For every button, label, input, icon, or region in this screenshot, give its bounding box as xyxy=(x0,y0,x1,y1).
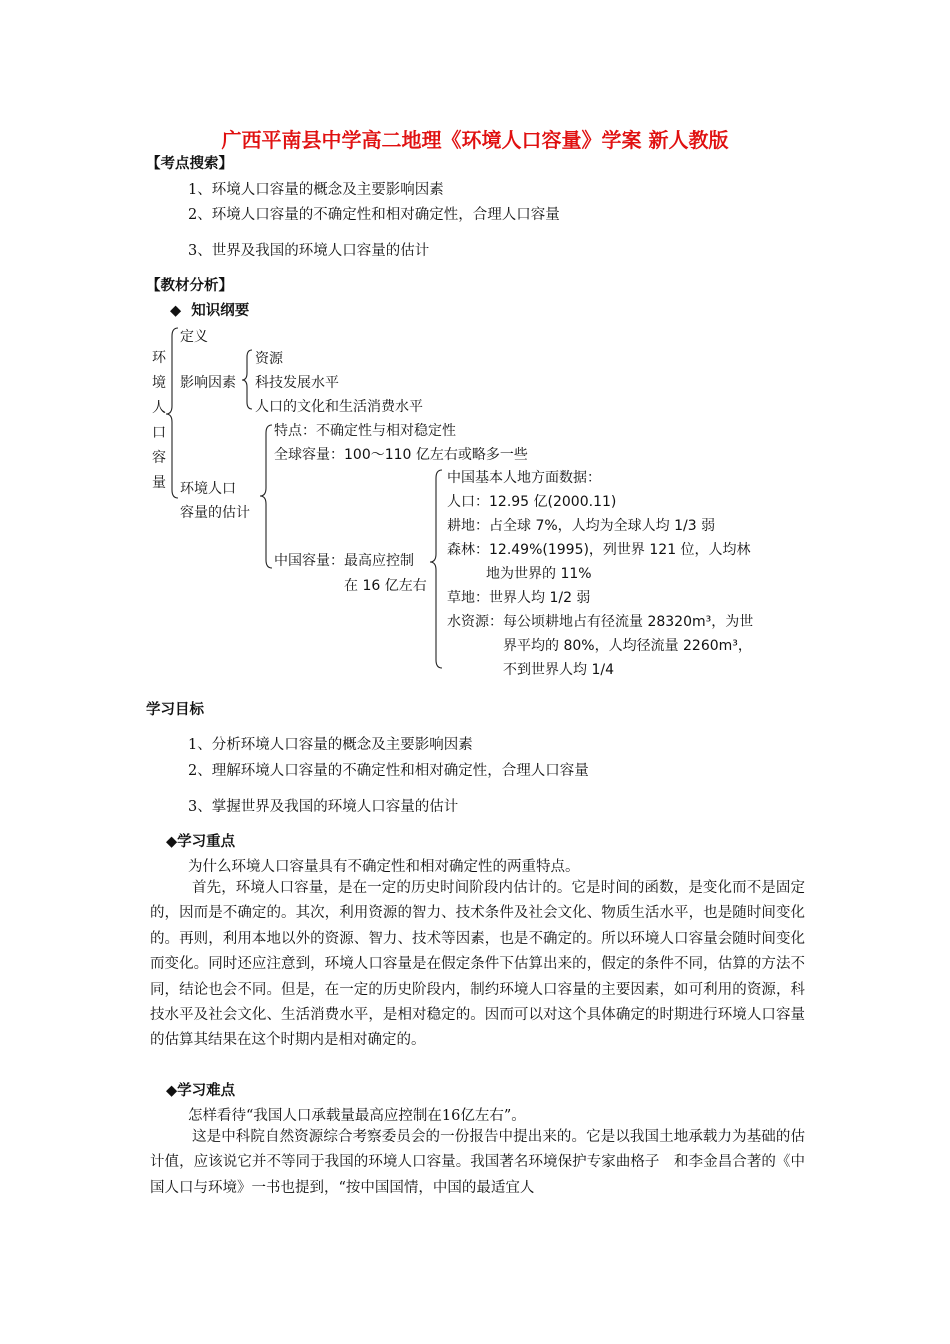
brace-china xyxy=(430,470,442,668)
brace-estimate xyxy=(260,425,272,568)
china-data-6: 草地：世界人均 1/2 弱 xyxy=(447,590,591,606)
kaodian-item-1: 1、环境人口容量的概念及主要影响因素 xyxy=(188,182,444,198)
mubiao-item-3: 3、掌握世界及我国的环境人口容量的估计 xyxy=(188,799,459,815)
jiaocai-heading: 【教材分析】 xyxy=(146,278,233,294)
mubiao-item-1: 1、分析环境人口容量的概念及主要影响因素 xyxy=(188,737,473,753)
kaodian-item-3: 3、世界及我国的环境人口容量的估计 xyxy=(188,243,430,259)
outline-china-label-1: 中国容量：最高应控制 xyxy=(274,553,414,569)
outline-factor-2: 科技发展水平 xyxy=(255,375,339,391)
outline-feature: 特点：不确定性与相对稳定性 xyxy=(274,423,456,439)
outline-factor-3: 人口的文化和生活消费水平 xyxy=(255,399,423,415)
outline-estimate-label-1: 环境人口 xyxy=(180,481,236,497)
zhongdian-heading: ◆学习重点 xyxy=(166,834,236,850)
china-data-4: 森林：12.49%(1995)，列世界 121 位，人均林 xyxy=(447,542,751,558)
brace-factors xyxy=(242,350,252,409)
outline-root: 环境人口容量 xyxy=(152,350,166,491)
diamond-bullet-icon: ◆ xyxy=(170,303,182,319)
outline-estimate-label-2: 容量的估计 xyxy=(180,505,250,521)
kaodian-heading: 【考点搜索】 xyxy=(146,156,233,172)
outline-global: 全球容量：100～110 亿左右或略多一些 xyxy=(274,447,528,463)
zhongdian-question: 为什么环境人口容量具有不确定性和相对确定性的两重特点。 xyxy=(188,859,580,875)
outline-china-label-2: 在 16 亿左右 xyxy=(344,578,427,594)
nandian-question: 怎样看待“我国人口承载量最高应控制在16亿左右”。 xyxy=(188,1108,526,1124)
outline-heading: 知识纲要 xyxy=(191,303,250,319)
nandian-paragraph: 这是中科院自然资源综合考察委员会的一份报告中提出来的。它是以我国土地承载力为基础的估计值，应该说它并不等同于我国的环境人口容量。我国著名环境保护专家曲格子 和李金昌合著的《中国人口与环境》一书也提到，“按中国国情，中国的最适宜人 xyxy=(150,1129,805,1196)
mubiao-heading: 学习目标 xyxy=(146,702,204,718)
china-data-1: 中国基本人地方面数据： xyxy=(447,470,601,486)
mubiao-item-2: 2、理解环境人口容量的不确定性和相对确定性，合理人口容量 xyxy=(188,763,589,779)
china-data-2: 人口：12.95 亿(2000.11) xyxy=(447,494,617,510)
china-data-5: 地为世界的 11% xyxy=(486,566,592,582)
kaodian-item-2: 2、环境人口容量的不确定性和相对确定性，合理人口容量 xyxy=(188,207,560,223)
china-data-9: 不到世界人均 1/4 xyxy=(503,662,614,678)
china-data-3: 耕地：占全球 7%，人均为全球人均 1/3 弱 xyxy=(447,518,716,534)
outline-factor-1: 资源 xyxy=(255,351,283,367)
outline-definition: 定义 xyxy=(180,329,208,345)
china-data-8: 界平均的 80%，人均径流量 2260m³， xyxy=(503,638,752,654)
outline-factors-label: 影响因素 xyxy=(180,375,236,391)
zhongdian-paragraph: 首先，环境人口容量，是在一定的历史时间阶段内估计的。它是时间的函数，是变化而不是固定的，因而是不确定的。其次，利用资源的智力、技术条件及社会文化、物质生活水平，也是随时间变化的。再则，利用本地以外的资源、智力、技术等因素，也是不确定的。所以环境人口容量会随时间变化而变化。同时还应注意到，环境人口容量是在假定条件下估算出来的，假定的条件不同，估算的方法不同，结论也会不同。但是，在一定的历史阶段内，制约环境人口容量的主要因素，如可利用的资源，科技水平及社会文化、生活消费水平，是相对稳定的。因而可以对这个具体确定的时期进行环境人口容量的估算其结果在这个时期内是相对确定的。 xyxy=(150,880,805,1049)
page-title: 广西平南县中学高二地理《环境人口容量》学案 新人教版 xyxy=(221,128,729,152)
china-data-7: 水资源：每公顷耕地占有径流量 28320m³，为世 xyxy=(447,614,754,630)
nandian-heading: ◆学习难点 xyxy=(166,1083,236,1099)
